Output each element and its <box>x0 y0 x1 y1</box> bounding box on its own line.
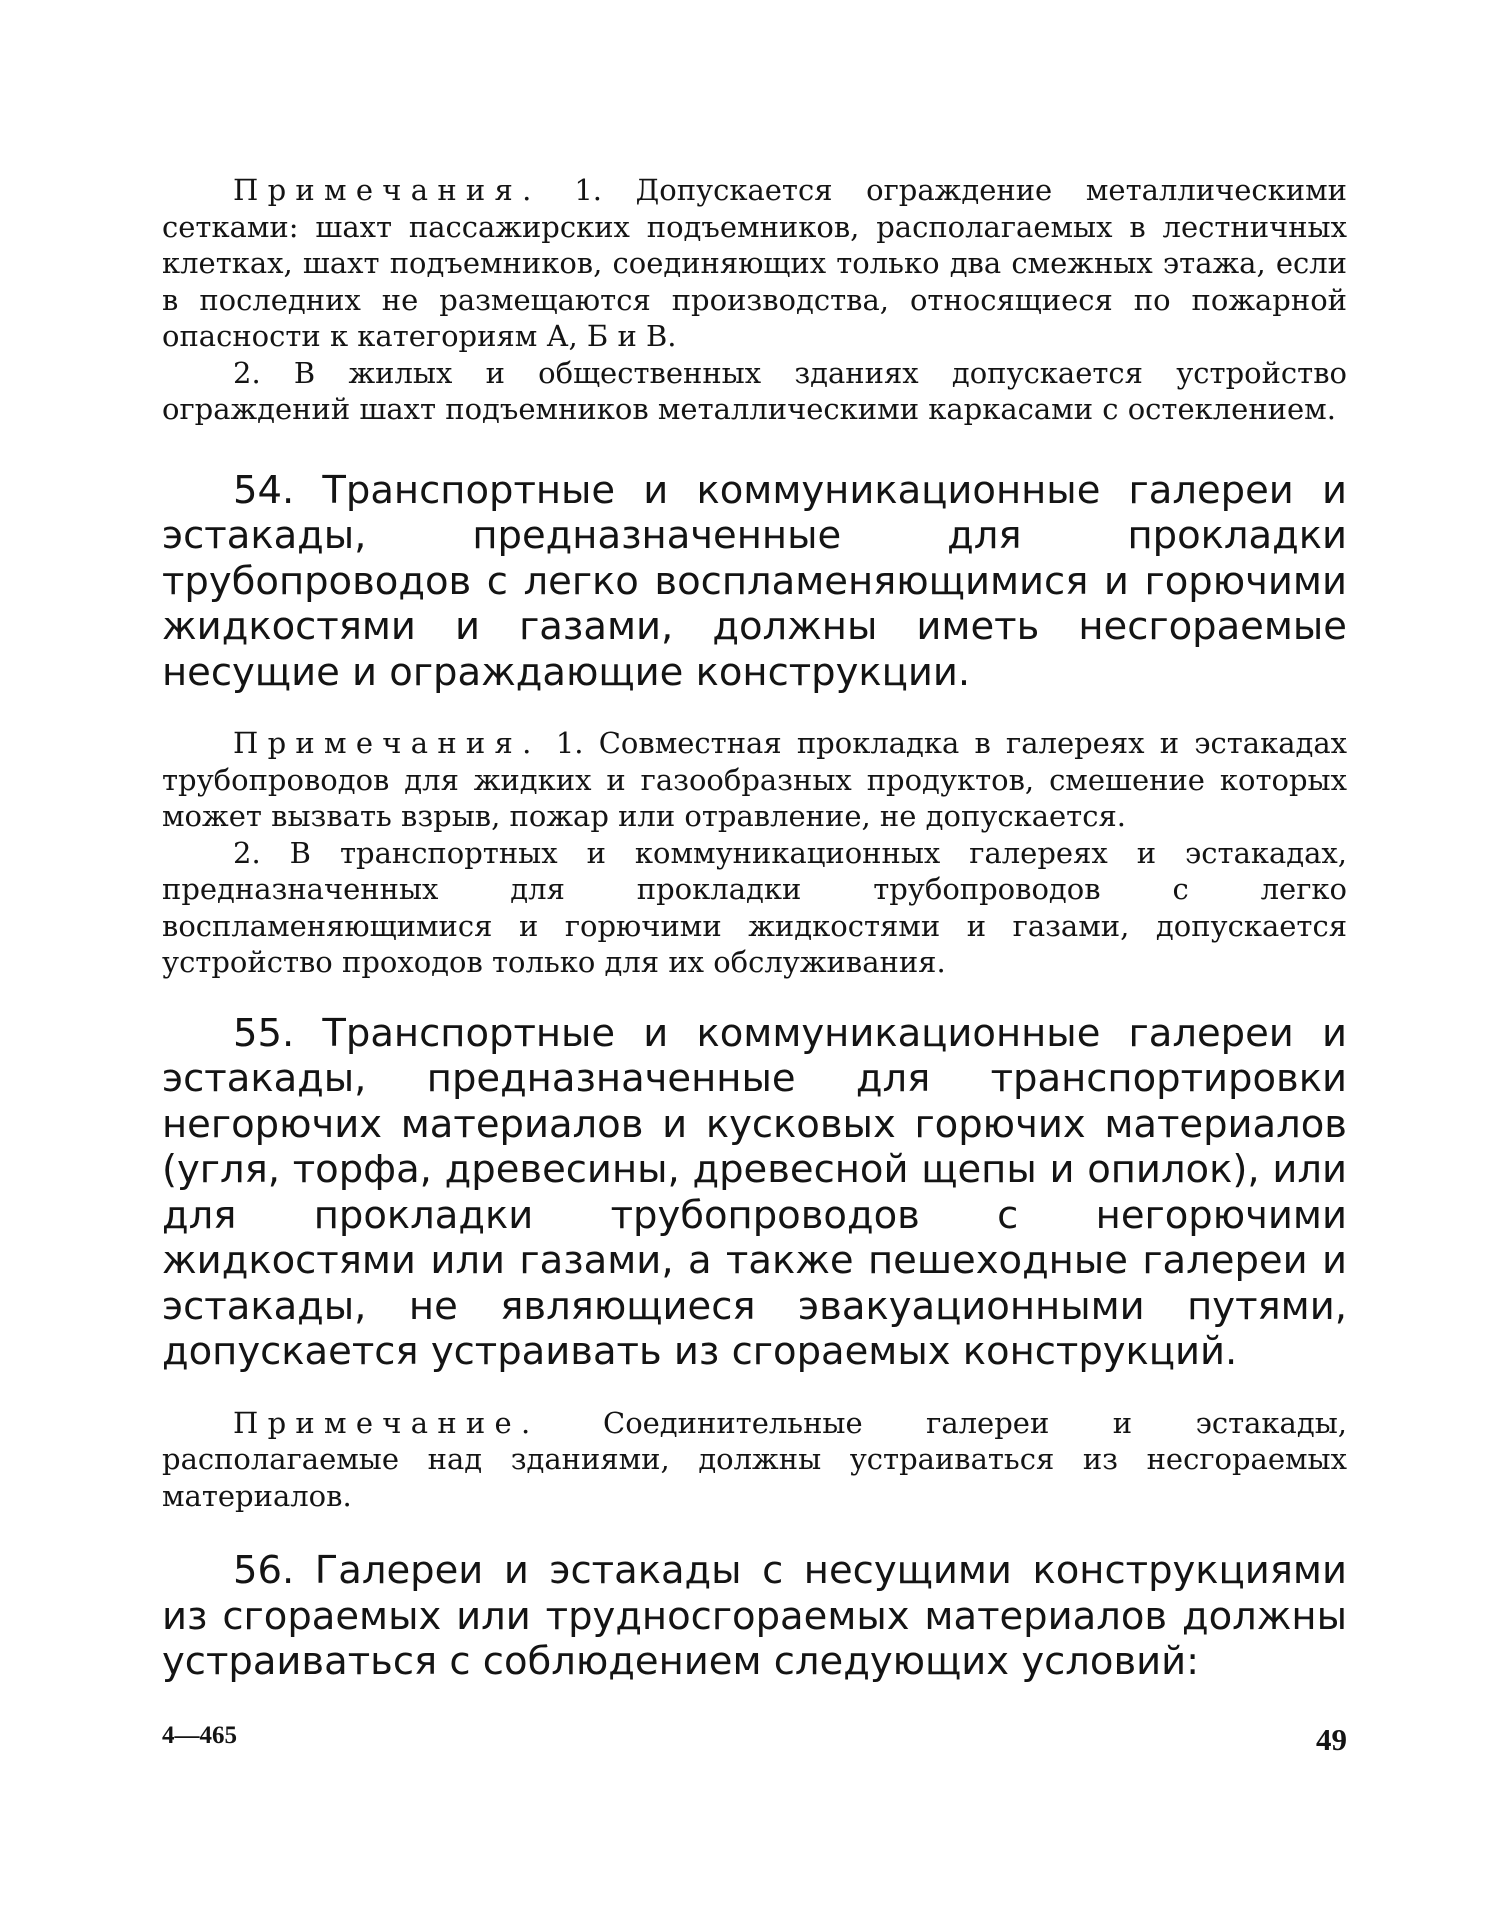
section-54: 54. Транспортные и коммуникационные галереи и эстакады, предназначенные для прокладки трубопроводов с легко воспламеняющимися и горючими жидкостями и газами, должны иметь несгораемые несущие и ограждающие конструкции. <box>162 467 1347 695</box>
section-55: 55. Транспортные и коммуникационные галереи и эстакады, предназначенные для транспортировки негорючих материалов и кусковых горючих материалов (угля, торфа, древесины, древесной щепы и опилок), или для прокладки трубопроводов с негорючими жидкостями или газами, а также пешеходные галереи и эстакады, не являющиеся эвакуационными путями, допускается устраивать из сгораемых конструкций. <box>162 1010 1347 1374</box>
note-text: Соединительные галереи и эстакады, располагаемые над зданиями, должны устраиваться из несгораемых материалов. <box>162 1405 1347 1513</box>
note-item: 2. В транспортных и коммуникационных галереях и эстакадах, предназначенных для прокладки трубопроводов с легко воспламеняющимися и горючими жидкостями и газами, допускается устройство проходов только для их обслуживания. <box>162 835 1347 979</box>
notes-label: Примечание. <box>233 1405 540 1440</box>
printer-signature: 4—465 <box>162 1722 237 1749</box>
notes-label: Примечания. <box>233 173 541 207</box>
notes-section-54 <box>162 725 1347 981</box>
page-body <box>162 172 1347 1685</box>
note-text: 1. Совместная прокладка в галереях и эстакадах трубопроводов для жидких и газообразных продуктов, смешение которых может вызвать взрыв, пожар или отравление, не допускается. <box>162 726 1347 833</box>
notes-section-55 <box>162 1405 1347 1515</box>
note-item <box>162 1405 1347 1515</box>
note-item <box>162 172 1347 355</box>
page-footer <box>162 1722 1347 1762</box>
note-text: 1. Допускается ограждение металлическими сетками: шахт пассажирских подъемников, располагаемых в лестничных клетках, шахт подъемников, соединяющих только два смежных этажа, если в последних не размещаются производства, относящиеся по пожарной опасности к категориям А, Б и В. <box>162 173 1347 353</box>
page-number: 49 <box>1316 1722 1347 1757</box>
notes-label: Примечания. <box>233 726 541 760</box>
note-item <box>162 725 1347 835</box>
note-item: 2. В жилых и общественных зданиях допускается устройство ограждений шахт подъемников металлическими каркасами с остеклением. <box>162 355 1347 426</box>
notes-section-53 <box>162 172 1347 428</box>
section-56: 56. Галереи и эстакады с несущими конструкциями из сгораемых или трудносгораемых материалов должны устраиваться с соблюдением следующих условий: <box>162 1548 1347 1684</box>
